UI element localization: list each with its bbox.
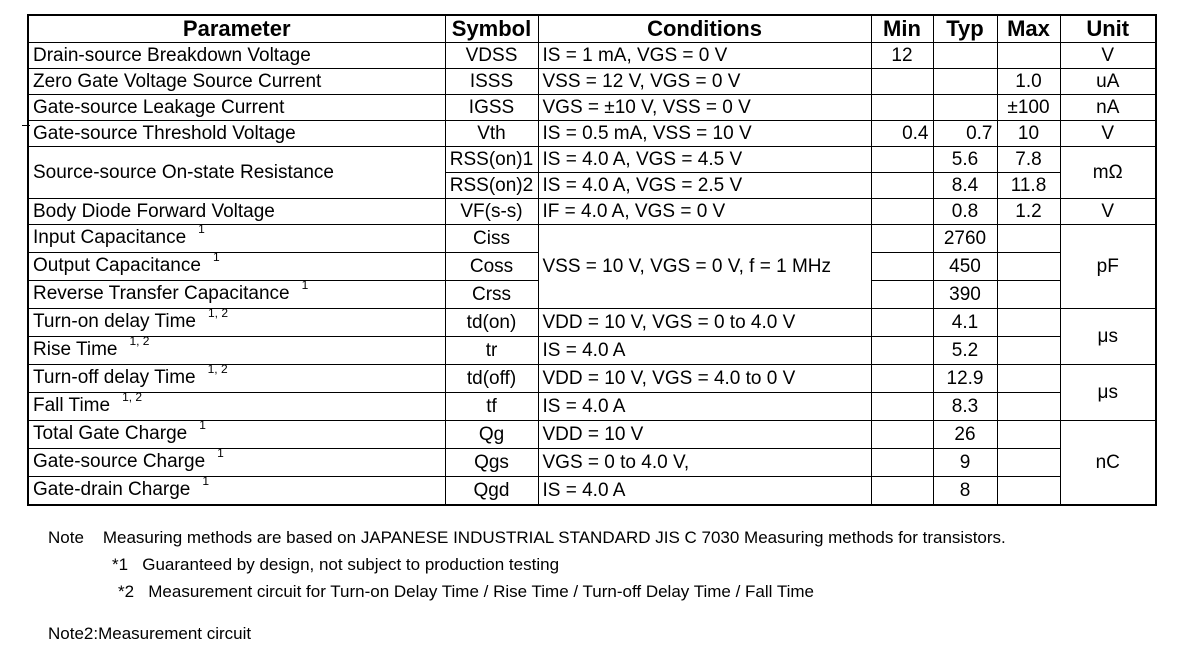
symbol-cell: tr [445,337,538,365]
param-cell: Total Gate Charge $^1$ [28,421,445,449]
max-cell [997,225,1060,253]
footnote-ref: 1 [217,446,224,460]
footnote-1-mark: *1 [112,555,129,574]
unit-cell: μs [1060,309,1156,365]
conditions-cell: VGS = 0 to 4.0 V, [538,449,871,477]
typ-cell [933,69,997,95]
min-cell [871,449,933,477]
min-cell [871,393,933,421]
param-cell: Body Diode Forward Voltage [28,199,445,225]
footnote-2-mark: *2 [118,582,135,601]
unit-cell: V [1060,199,1156,225]
symbol-cell: IGSS [445,95,538,121]
footnote-ref: 1, 2 [122,390,143,404]
typ-cell: 2760 [933,225,997,253]
notes-block [48,524,1006,605]
footnote-2-text: Measurement circuit for Turn-on Delay Time / Rise Time / Turn-off Delay Time / Fall Time [148,582,814,601]
param-cell: Rise Time $^{1, 2}$ [28,337,445,365]
note-footnote-1 [48,551,1006,578]
min-cell [871,281,933,309]
table-row [28,365,1156,393]
typ-cell: 390 [933,281,997,309]
symbol-cell: Qgd [445,477,538,506]
max-cell [997,43,1060,69]
symbol-cell: RSS(on)2 [445,173,538,199]
param-cell: Drain-source Breakdown Voltage [28,43,445,69]
typ-cell: 8.4 [933,173,997,199]
header-typ: Typ [933,15,997,43]
unit-cell: uA [1060,69,1156,95]
table-row [28,477,1156,506]
table-row [28,95,1156,121]
max-cell [997,337,1060,365]
max-cell: ±100 [997,95,1060,121]
conditions-cell: IS = 4.0 A [538,393,871,421]
conditions-cell: IS = 1 mA, VGS = 0 V [538,43,871,69]
electrical-characteristics-table [27,14,1157,506]
min-cell [871,253,933,281]
symbol-cell: ISSS [445,69,538,95]
table-row [28,43,1156,69]
table-row [28,393,1156,421]
note-footnote-2 [48,578,1006,605]
table-row [28,199,1156,225]
table-row [28,69,1156,95]
typ-cell [933,95,997,121]
param-cell: Gate-source Charge $^1$ [28,449,445,477]
table-row [28,225,1156,253]
max-cell [997,309,1060,337]
typ-cell: 26 [933,421,997,449]
max-cell [997,253,1060,281]
typ-cell: 450 [933,253,997,281]
unit-cell: V [1060,121,1156,147]
min-cell [871,69,933,95]
max-cell [997,393,1060,421]
max-cell [997,477,1060,506]
min-cell [871,421,933,449]
min-cell [871,477,933,506]
typ-cell: 8.3 [933,393,997,421]
footnote-ref: 1, 2 [207,362,228,376]
conditions-cell: VSS = 10 V, VGS = 0 V, f = 1 MHz [538,225,871,309]
min-cell [871,173,933,199]
param-cell: Turn-off delay Time $^{1, 2}$ [28,365,445,393]
min-cell [871,309,933,337]
symbol-cell: Qg [445,421,538,449]
symbol-cell: tf [445,393,538,421]
footnote-ref: 1, 2 [207,306,228,320]
max-cell: 11.8 [997,173,1060,199]
unit-cell: pF [1060,225,1156,309]
param-cell: Gate-drain Charge $^1$ [28,477,445,506]
header-min: Min [871,15,933,43]
max-cell: 1.2 [997,199,1060,225]
min-cell [871,147,933,173]
symbol-cell: td(on) [445,309,538,337]
conditions-cell: VGS = ±10 V, VSS = 0 V [538,95,871,121]
conditions-cell: IS = 0.5 mA, VSS = 10 V [538,121,871,147]
note-label: Note [48,528,84,547]
max-cell: 7.8 [997,147,1060,173]
typ-cell: 0.7 [933,121,997,147]
header-row [28,15,1156,43]
max-cell [997,449,1060,477]
param-cell: Turn-on delay Time $^{1, 2}$ [28,309,445,337]
conditions-cell: IS = 4.0 A, VGS = 4.5 V [538,147,871,173]
unit-cell: V [1060,43,1156,69]
min-cell: 12 [871,43,933,69]
conditions-cell: VSS = 12 V, VGS = 0 V [538,69,871,95]
table-row [28,147,1156,173]
conditions-cell: IS = 4.0 A, VGS = 2.5 V [538,173,871,199]
min-cell [871,225,933,253]
symbol-cell: Crss [445,281,538,309]
note2-heading: Note2:Measurement circuit [48,624,252,643]
conditions-cell: VDD = 10 V, VGS = 0 to 4.0 V [538,309,871,337]
param-cell: Reverse Transfer Capacitance $^1$ [28,281,445,309]
conditions-cell: IS = 4.0 A [538,337,871,365]
note-main [48,524,1006,551]
symbol-cell: td(off) [445,365,538,393]
footnote-ref: 1 [202,474,210,488]
table-row [28,449,1156,477]
param-cell: Gate-source Leakage Current [28,95,445,121]
footnote-ref: 1 [198,222,205,236]
max-cell [997,281,1060,309]
footnote-ref: 1 [212,250,220,264]
header-symbol: Symbol [445,15,538,43]
param-cell: Gate-source Threshold Voltage [28,121,445,147]
symbol-cell: RSS(on)1 [445,147,538,173]
symbol-cell: Coss [445,253,538,281]
note-main-text: Measuring methods are based on JAPANESE INDUSTRIAL STANDARD JIS C 7030 Measuring methods for transistors. [102,528,1006,547]
param-cell: Output Capacitance $^1$ [28,253,445,281]
min-cell: 0.4 [871,121,933,147]
min-cell [871,337,933,365]
min-cell [871,365,933,393]
typ-cell: 12.9 [933,365,997,393]
max-cell: 1.0 [997,69,1060,95]
typ-cell: 5.2 [933,337,997,365]
symbol-cell: VDSS [445,43,538,69]
param-cell: Zero Gate Voltage Source Current [28,69,445,95]
symbol-cell: Ciss [445,225,538,253]
typ-cell: 9 [933,449,997,477]
table-row [28,309,1156,337]
min-cell [871,199,933,225]
unit-cell: mΩ [1060,147,1156,199]
header-conditions: Conditions [538,15,871,43]
header-max: Max [997,15,1060,43]
table-row [28,421,1156,449]
typ-cell: 8 [933,477,997,506]
typ-cell [933,43,997,69]
conditions-cell: VDD = 10 V, VGS = 4.0 to 0 V [538,365,871,393]
typ-cell: 5.6 [933,147,997,173]
header-parameter: Parameter [28,15,445,43]
symbol-cell: Vth [445,121,538,147]
param-cell: Source-source On-state Resistance [28,147,445,199]
param-cell: Input Capacitance $^1$ [28,225,445,253]
footnote-ref: 1, 2 [129,334,150,348]
footnote-1-text: Guaranteed by design, not subject to production testing [142,555,560,574]
max-cell [997,421,1060,449]
footnote-ref: 1 [301,278,309,292]
symbol-cell: VF(s-s) [445,199,538,225]
unit-cell: μs [1060,365,1156,421]
max-cell [997,365,1060,393]
max-cell: 10 [997,121,1060,147]
typ-cell: 0.8 [933,199,997,225]
param-cell: Fall Time $^{1, 2}$ [28,393,445,421]
table-row [28,337,1156,365]
table-row [28,121,1156,147]
header-unit: Unit [1060,15,1156,43]
conditions-cell: VDD = 10 V [538,421,871,449]
symbol-cell: Qgs [445,449,538,477]
typ-cell: 4.1 [933,309,997,337]
unit-cell: nC [1060,421,1156,506]
footnote-ref: 1 [199,418,206,432]
min-cell [871,95,933,121]
unit-cell: nA [1060,95,1156,121]
conditions-cell: IS = 4.0 A [538,477,871,506]
conditions-cell: IF = 4.0 A, VGS = 0 V [538,199,871,225]
